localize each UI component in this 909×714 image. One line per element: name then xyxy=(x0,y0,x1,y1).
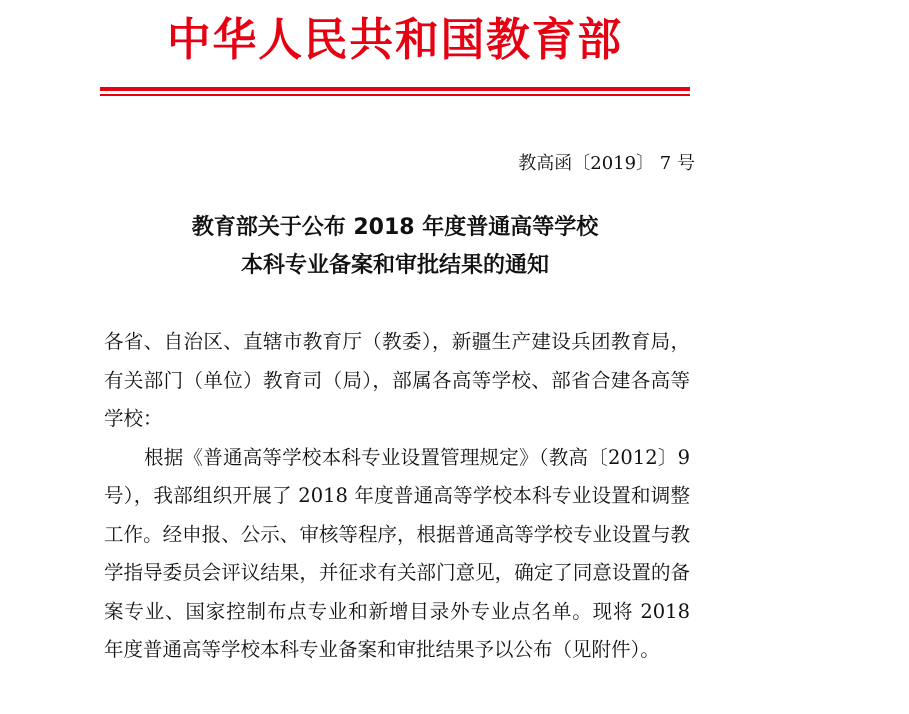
letterhead-org-name: 中华人民共和国教育部 xyxy=(167,13,623,66)
document-body xyxy=(104,323,690,670)
letterhead-thin-red-rule xyxy=(100,94,690,96)
document-title-line-2: 本科专业备案和审批结果的通知 xyxy=(240,253,549,278)
document-title-line-1: 教育部关于公布 2018 年度普通高等学校 xyxy=(191,215,599,240)
body-paragraph-1: 根据《普通高等学校本科专业设置管理规定》（教高〔2012〕9 号），我部组织开展了 2018 年度普通高等学校本科专业设置和调整工作。经申报、公示、审核等程序，根据普通高等学校专业设置与教学指导委员会评议结果，并征求有关部门意见，确定了同意设置的备案专业、国家控制布点专业和新增目录外专业点名单。现将 2018 年度普通高等学校本科专业备案和审批结果予以公布（见附件）。 xyxy=(104,445,690,661)
document-title xyxy=(100,209,690,285)
salutation-paragraph: 各省、自治区、直辖市教育厅（教委），新疆生产建设兵团教育局，有关部门（单位）教育司（局），部属各高等学校、部省合建各高等学校： xyxy=(104,330,690,430)
document-number: 教高函〔2019〕 7 号 xyxy=(518,153,695,174)
letterhead-thick-red-rule xyxy=(100,87,690,91)
